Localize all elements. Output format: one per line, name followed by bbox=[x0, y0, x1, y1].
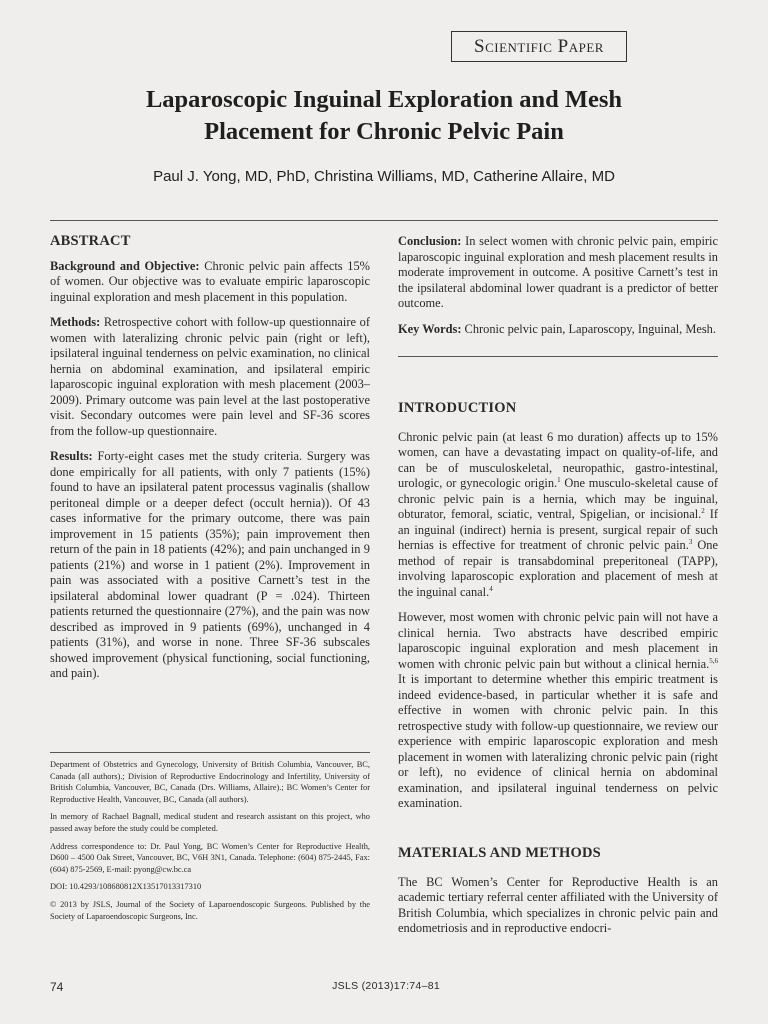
abstract-results bbox=[50, 449, 370, 682]
intro-p2-text-b: It is important to determine whether this empiric treatment is indeed evidence-based, in particular whether it is safe and effective in women with chronic pelvic pain. In this retrospective study with follow-up questionnaire, we review our experience with empiric laparoscopic exploration and mesh placement in women with lateralizing chronic pelvic pain (right or left), no evidence of clinical hernia on abdominal examination, and ipsilateral inguinal tenderness on pelvic examination. bbox=[398, 672, 718, 810]
citation-1: 1 bbox=[557, 475, 561, 484]
page-number: 74 bbox=[50, 980, 64, 994]
footnote-divider bbox=[50, 752, 370, 753]
methods-heading: MATERIALS AND METHODS bbox=[398, 845, 601, 861]
keywords-label: Key Words: bbox=[398, 321, 462, 336]
methods-label: Methods: bbox=[50, 315, 101, 329]
footnote-affiliation: Department of Obstetrics and Gynecology, University of British Columbia, Vancouver, BC, Canada (all authors).; Division of Reproductive Endocrinology and Infertility, University of British Columbia, Vancouver, BC, Canada (Drs. Williams, Allaire).; BC Women’s Center for Reproductive Health, Vancouver, BC, Canada (all authors). bbox=[50, 760, 370, 804]
abstract-continued bbox=[398, 234, 718, 347]
citation-5-6: 5,6 bbox=[709, 656, 718, 665]
abstract-background bbox=[50, 259, 370, 306]
footnote-correspondence: Address correspondence to: Dr. Paul Yong, BC Women’s Center for Reproductive Health, D600 – 4500 Oak Street, Vancouver, BC, V6H 3N1, Canada. Telephone: (604) 875-2445, Fax: (604) 875-2569, E-mail: pyong@cw.bc.ca bbox=[50, 841, 370, 874]
conclusion-label: Conclusion: bbox=[398, 234, 462, 248]
abstract-section bbox=[50, 234, 370, 692]
intro-p1-text-a: Chronic pelvic pain (at least 6 mo duration) affects up to 15% women, can have a devastating impact on quality-of-life, and can be of musculoskeletal, neuropathic, gastro-intestinal, urologic, or gynecologic origin. bbox=[398, 429, 718, 490]
results-text: Forty-eight cases met the study criteria. Surgery was done empirically for all patients, with only 7 patients (15%) found to have an ipsilateral patent processus vaginalis (shallow peritoneal dimple or a deeper defect (occult hernia)). Of 43 cases informative for the primary outcome, there was pain improvement in 15 patients (35%); pain improvement then return of the pain in 18 patients (42%); and pain unchanged in 9 patients (21%) and worse in 1 patient (2%). Improvement in pain was associated with a positive Carnett’s test in the ipsilateral abdominal lower quadrant (P = .024). Thirteen patients returned the questionnaire (27%), and the pain was now described as improved in 9 patients (69%), unchanged in 4 patients (31%), and worse in none. Three SF-36 subscales showed improvement (physical functioning, social functioning, and pain). bbox=[50, 449, 370, 680]
footnotes bbox=[50, 759, 370, 928]
footnote-doi: DOI: 10.4293/108680812X13517013317310 bbox=[50, 882, 202, 892]
methods-paragraph-1: The BC Women’s Center for Reproductive Health is an academic tertiary referral center affiliated with the University of British Columbia, which specializes in chronic pelvic pain and endometriosis and in reproductive endocri- bbox=[398, 874, 718, 935]
introduction-paragraph-1 bbox=[398, 430, 718, 601]
intro-p1-text-d: One method of repair is transabdominal preperitoneal (TAPP), involving laparoscopic exploration and placement of mesh at the inguinal canal. bbox=[398, 538, 718, 599]
title-line-1: Laparoscopic Inguinal Exploration and Mesh bbox=[145, 86, 623, 113]
background-label: Background and Objective: bbox=[50, 258, 200, 273]
author-list: Paul J. Yong, MD, PhD, Christina Williams, MD, Catherine Allaire, MD bbox=[153, 168, 615, 185]
introduction-paragraph-2 bbox=[398, 610, 718, 812]
results-label: Results: bbox=[50, 449, 93, 463]
abstract-conclusion bbox=[398, 234, 718, 312]
title-line-2: Placement for Chronic Pelvic Pain bbox=[204, 118, 564, 145]
methods-text: Retrospective cohort with follow-up questionnaire of women with lateralizing chronic pelvic pain (right or left), ipsilateral inguinal tenderness on pelvic examination, no clinical hernia on abdominal examination, and ipsilateral empiric laparoscopic inguinal exploration with mesh placement (2003–2009). Primary outcome was pain level at the last postoperative visit. Secondary outcomes were pain level and SF-36 scores from the follow-up questionnaire. bbox=[50, 315, 370, 438]
abstract-methods bbox=[50, 315, 370, 439]
intro-p2-text-a: However, most women with chronic pelvic pain will not have a clinical hernia. Two abstracts have described empiric laparoscopic inguinal exploration and mesh placement in women with chronic pelvic pain but without a clinical hernia. bbox=[398, 610, 718, 671]
citation-2: 2 bbox=[701, 506, 705, 515]
abstract-heading: ABSTRACT bbox=[50, 233, 131, 249]
intro-p1-text-b: One musculo-skeletal cause of chronic pelvic pain is a hernia, which may be inguinal, obturator, femoral, sciatic, ventral, Spigelian, or incisional. bbox=[398, 476, 718, 521]
conclusion-text: In select women with chronic pelvic pain, empiric laparoscopic inguinal exploration and mesh placement results in moderate improvement in outcome. A positive Carnett’s test in the ipsilateral abdominal lower quadrant is a predictor of better outcome. bbox=[398, 234, 718, 310]
journal-citation: JSLS (2013)17:74–81 bbox=[332, 980, 440, 992]
introduction-section bbox=[398, 401, 718, 822]
citation-4: 4 bbox=[489, 584, 493, 593]
abstract-end-divider bbox=[398, 356, 718, 357]
abstract-keywords bbox=[398, 322, 718, 338]
header-divider bbox=[50, 220, 718, 221]
footnote-copyright: © 2013 by JSLS, Journal of the Society of Laparoendoscopic Surgeons. Published by the Society of Laparoendoscopic Surgeons, Inc. bbox=[50, 899, 370, 921]
background-text: Chronic pelvic pain affects 15% of women. Our objective was to evaluate empiric laparoscopic inguinal exploration and mesh placement in this population. bbox=[50, 258, 370, 304]
intro-p1-text-c: If an inguinal (indirect) hernia is present, surgical repair of such hernias is effective for treatment of chronic pelvic pain. bbox=[398, 507, 718, 552]
keywords-text: Chronic pelvic pain, Laparoscopy, Inguinal, Mesh. bbox=[461, 321, 716, 336]
footnote-memoriam: In memory of Rachael Bagnall, medical student and research assistant on this project, who passed away before the study could be completed. bbox=[50, 812, 370, 833]
article-type-badge: Scientific Paper bbox=[451, 31, 627, 62]
methods-section bbox=[398, 846, 718, 947]
introduction-heading: INTRODUCTION bbox=[398, 400, 517, 416]
citation-3: 3 bbox=[688, 537, 693, 546]
article-title bbox=[60, 84, 708, 148]
